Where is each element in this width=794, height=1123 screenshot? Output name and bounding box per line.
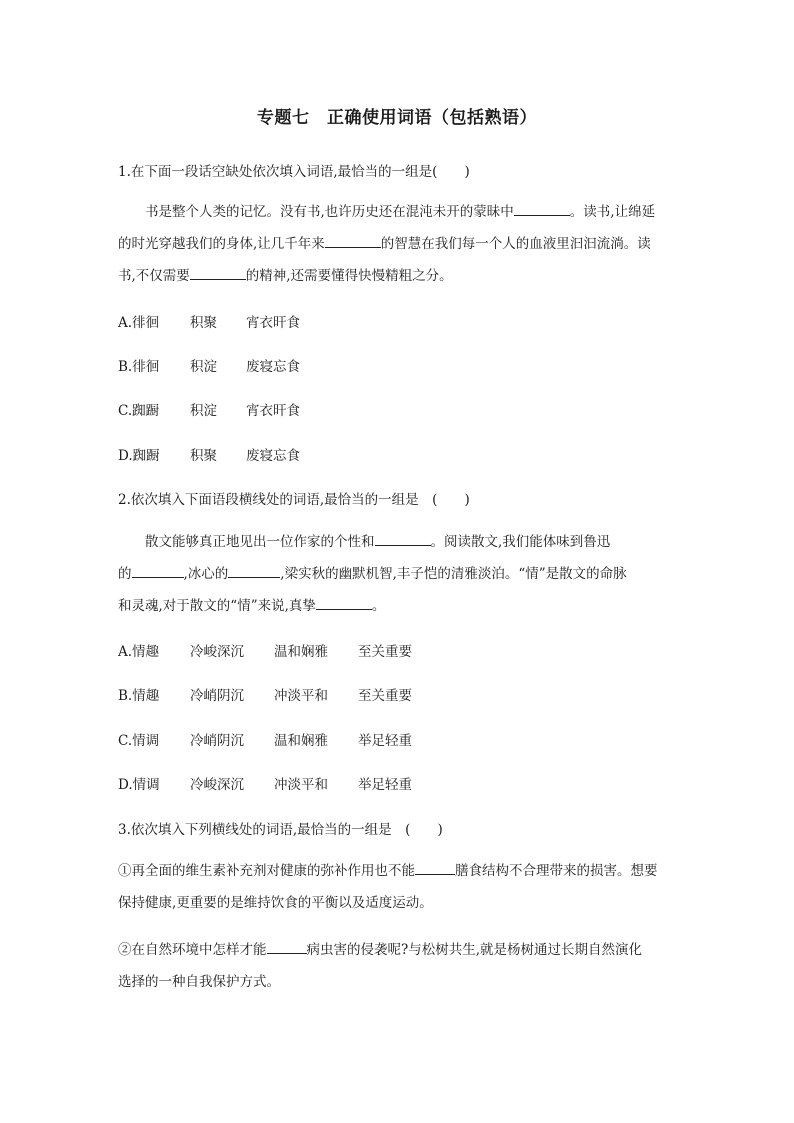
q3-text: 保持健康,更重要的是维持饮食的平衡以及适度运动。 — [118, 895, 433, 911]
q3-text: ②在自然环境中怎样才能 — [118, 942, 267, 958]
option-word: 温和娴雅 — [274, 644, 328, 660]
q1-text: 的精神,还需要懂得快慢精粗之分。 — [245, 268, 453, 284]
option-label: B.情趣 — [118, 688, 160, 704]
q1-option-b — [118, 355, 688, 375]
blank — [190, 267, 246, 280]
option-word: 废寝忘食 — [246, 448, 300, 464]
page-title: 专题七 正确使用词语（包括熟语） — [257, 108, 537, 128]
blank — [415, 862, 455, 875]
option-word: 冷峭阴沉 — [190, 688, 244, 704]
option-label: A.情趣 — [118, 644, 160, 660]
q2-text: 。 — [371, 598, 386, 614]
option-word: 积聚 — [190, 315, 217, 331]
option-word: 温和娴雅 — [274, 733, 328, 749]
option-word: 宵衣旰食 — [246, 315, 300, 331]
blank — [316, 597, 372, 610]
option-word: 冷峻深沉 — [190, 644, 244, 660]
option-word: 冲淡平和 — [274, 777, 328, 793]
option-word: 举足轻重 — [358, 777, 412, 793]
option-label: B.徘徊 — [118, 359, 160, 375]
option-label: C.踟蹰 — [118, 403, 160, 419]
q1-passage — [118, 196, 688, 292]
q3-sentence-1 — [118, 855, 688, 919]
q3-text: 膳食结构不合理带来的损害。想要 — [455, 863, 658, 879]
q2-text: 散文能够真正地见出一位作家的个性和 — [145, 534, 375, 550]
blank — [514, 203, 570, 216]
option-word: 宵衣旰食 — [246, 403, 300, 419]
option-word: 积聚 — [190, 448, 217, 464]
option-word: 冲淡平和 — [274, 688, 328, 704]
q3-sentence-2 — [118, 934, 688, 998]
option-word: 至关重要 — [358, 644, 412, 660]
q2-text: 和灵魂,对于散文的“情”来说,真挚 — [118, 598, 316, 614]
q2-text: 。阅读散文,我们能体味到鲁迅 — [430, 534, 611, 550]
q2-passage — [118, 526, 688, 622]
option-word: 冷峻深沉 — [190, 777, 244, 793]
option-label: D.情调 — [118, 777, 160, 793]
q2-stem: 2.依次填入下面语段横线处的词语,最恰当的一组是 ( ) — [118, 492, 470, 508]
option-word: 冷峭阴沉 — [190, 733, 244, 749]
option-label: D.踟蹰 — [118, 448, 160, 464]
q2-option-c — [118, 729, 688, 749]
blank — [228, 565, 280, 578]
q3-text: 选择的一种自我保护方式。 — [118, 974, 280, 990]
q1-text: 。读书,让绵延 — [569, 204, 656, 220]
option-label: C.情调 — [118, 733, 160, 749]
q2-option-d — [118, 773, 688, 793]
q1-text: 书是整个人类的记忆。没有书,也许历史还在混沌未开的蒙昧中 — [145, 204, 514, 220]
q2-text: ,冰心的 — [183, 566, 229, 582]
option-word: 废寝忘食 — [246, 359, 300, 375]
q1-text: 的时光穿越我们的身体,让几千年来 — [118, 236, 325, 252]
q3-text: ①再全面的维生素补充剂对健康的弥补作用也不能 — [118, 863, 415, 879]
option-word: 至关重要 — [358, 688, 412, 704]
q1-option-a — [118, 311, 688, 331]
q1-text: 的智慧在我们每一个人的血液里汩汩流淌。读 — [380, 236, 651, 252]
q1-option-d — [118, 444, 688, 464]
q2-option-b — [118, 684, 688, 704]
blank — [132, 565, 184, 578]
option-word: 积淀 — [190, 403, 217, 419]
q2-option-a — [118, 640, 688, 660]
blank — [325, 235, 381, 248]
q1-option-c — [118, 399, 688, 419]
option-label: A.徘徊 — [118, 315, 160, 331]
q1-text: 书,不仅需要 — [118, 268, 190, 284]
blank — [267, 941, 307, 954]
q2-text: ,梁实秋的幽默机智,丰子恺的清雅淡泊。“情”是散文的命脉 — [280, 566, 627, 582]
q3-text: 病虫害的侵袭呢?与松树共生,就是杨树通过长期自然演化 — [306, 942, 643, 958]
option-word: 积淀 — [190, 359, 217, 375]
q1-stem: 1.在下面一段话空缺处依次填入词语,最恰当的一组是( ) — [118, 164, 470, 180]
option-word: 举足轻重 — [358, 733, 412, 749]
q3-stem: 3.依次填入下列横线处的词语,最恰当的一组是 ( ) — [118, 822, 443, 838]
q2-text: 的 — [118, 566, 132, 582]
blank — [375, 533, 431, 546]
